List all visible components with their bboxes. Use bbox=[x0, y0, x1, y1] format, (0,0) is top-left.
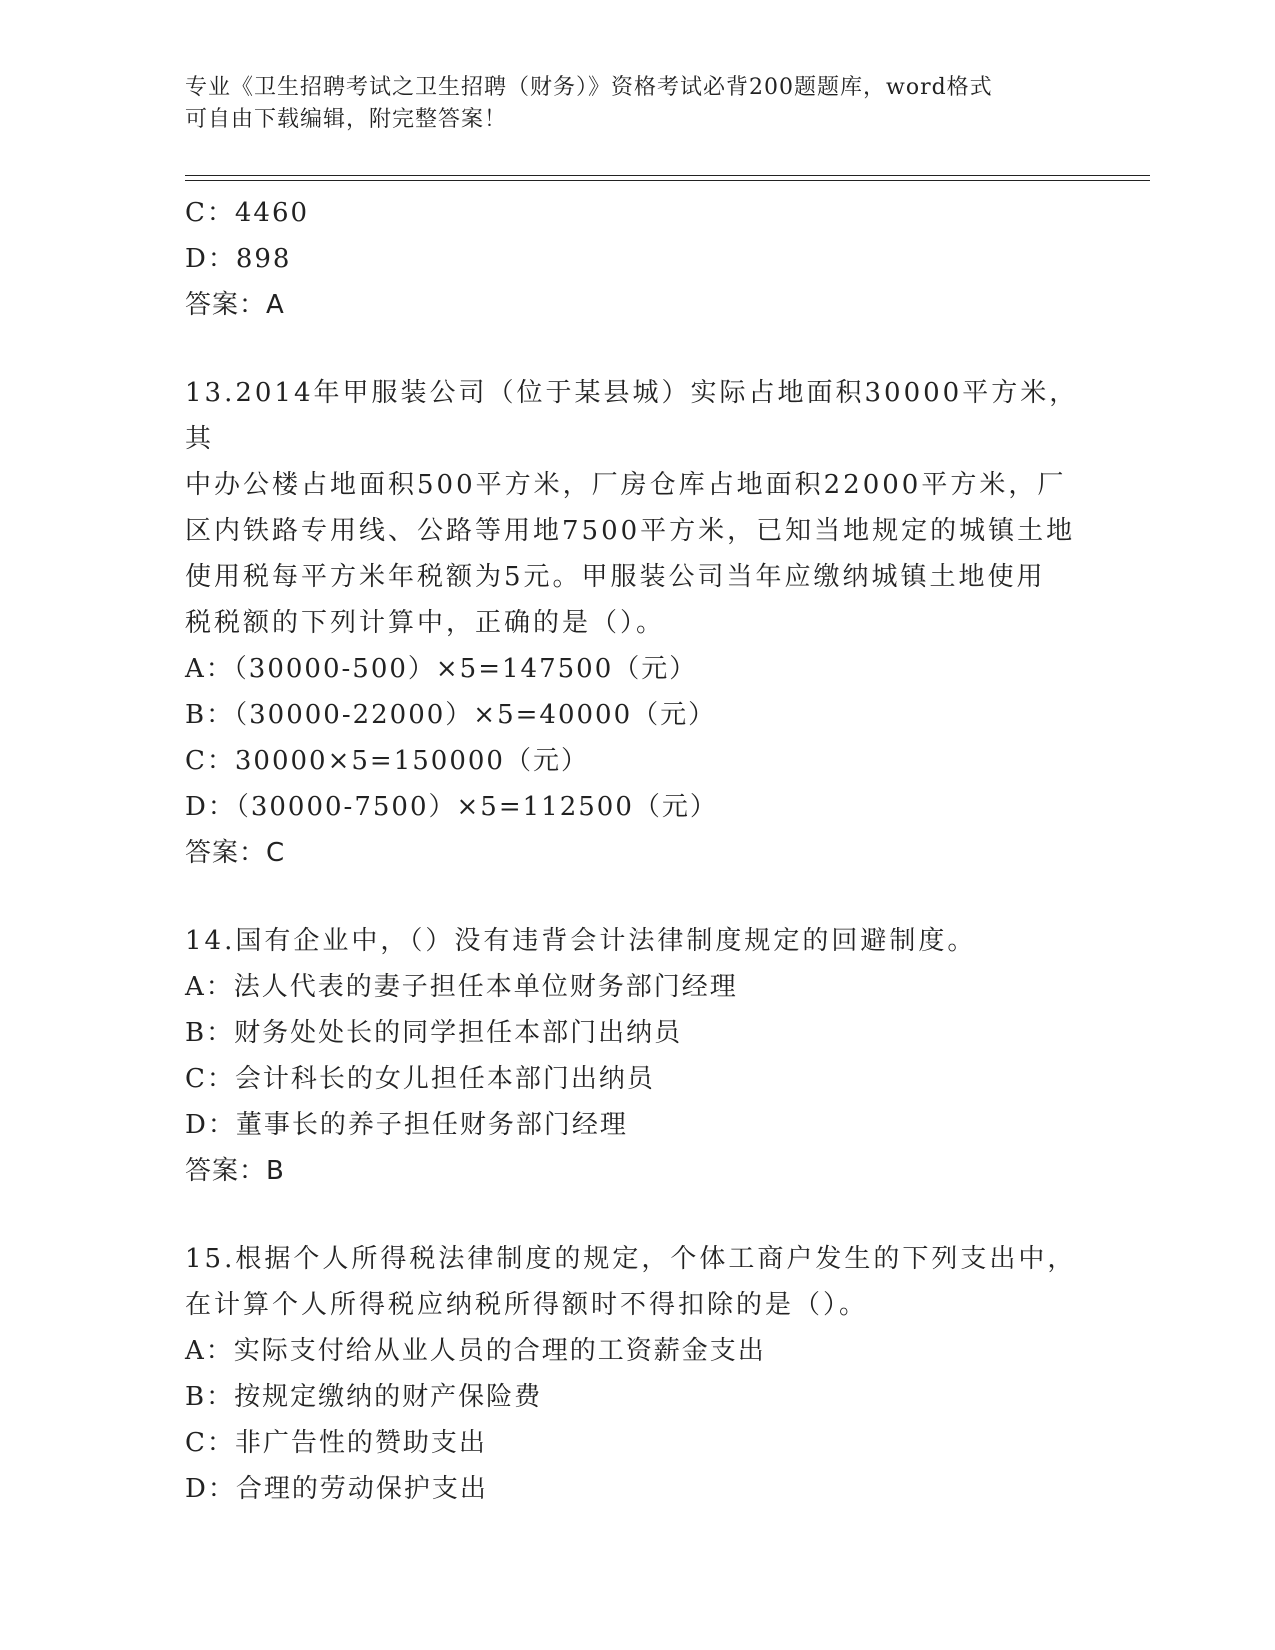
question-list bbox=[185, 190, 1085, 1512]
spacer bbox=[185, 1194, 1085, 1236]
header-divider-bottom bbox=[185, 180, 1150, 181]
header-divider-top bbox=[185, 175, 1150, 176]
question-stem-line: 在计算个人所得税应纳税所得额时不得扣除的是（）。 bbox=[185, 1290, 869, 1320]
option-d: D：合理的劳动保护支出 bbox=[185, 1474, 488, 1504]
option-a: A：（30000-500）×5=147500（元） bbox=[185, 654, 698, 684]
question-stem-line: 区内铁路专用线、公路等用地7500平方米，已知当地规定的城镇土地 bbox=[185, 516, 1076, 546]
header-title-line-2: 可自由下载编辑，附完整答案！ bbox=[185, 107, 508, 132]
question-14 bbox=[185, 918, 1085, 1194]
page-header bbox=[185, 72, 1065, 136]
option-a: A：法人代表的妻子担任本单位财务部门经理 bbox=[185, 972, 738, 1002]
option-d: D：（30000-7500）×5=112500（元） bbox=[185, 792, 718, 822]
question-stem-line: 税税额的下列计算中，正确的是（）。 bbox=[185, 608, 666, 638]
spacer bbox=[185, 876, 1085, 918]
question-stem-line: 13.2014年甲服装公司（位于某县城）实际占地面积30000平方米，其 bbox=[185, 378, 1079, 454]
question-stem-line: 中办公楼占地面积500平方米，厂房仓库占地面积22000平方米，厂 bbox=[185, 470, 1067, 500]
header-title-line-1: 专业《卫生招聘考试之卫生招聘（财务）》资格考试必背200题题库，word格式 bbox=[185, 75, 993, 100]
answer-label: 答案：A bbox=[185, 290, 285, 320]
spacer bbox=[185, 328, 1085, 370]
question-stem-line: 14.国有企业中，（）没有违背会计法律制度规定的回避制度。 bbox=[185, 926, 977, 956]
question-stem-line: 使用税每平方米年税额为5元。甲服装公司当年应缴纳城镇土地使用 bbox=[185, 562, 1046, 592]
option-c: C：30000×5=150000（元） bbox=[185, 746, 589, 776]
option-c: C：非广告性的赞助支出 bbox=[185, 1428, 487, 1458]
option-c: C：会计科长的女儿担任本部门出纳员 bbox=[185, 1064, 655, 1094]
question-15 bbox=[185, 1236, 1085, 1512]
answer-label: 答案：B bbox=[185, 1156, 285, 1186]
answer-label: 答案：C bbox=[185, 838, 286, 868]
option-c: C：4460 bbox=[185, 198, 310, 228]
option-d: D：董事长的养子担任财务部门经理 bbox=[185, 1110, 628, 1140]
question-stem-line: 15.根据个人所得税法律制度的规定，个体工商户发生的下列支出中， bbox=[185, 1244, 1077, 1274]
question-12 bbox=[185, 190, 1085, 328]
question-13 bbox=[185, 370, 1085, 876]
option-b: B：（30000-22000）×5=40000（元） bbox=[185, 700, 717, 730]
option-a: A：实际支付给从业人员的合理的工资薪金支出 bbox=[185, 1336, 766, 1366]
option-b: B：财务处处长的同学担任本部门出纳员 bbox=[185, 1018, 683, 1048]
option-d: D：898 bbox=[185, 244, 292, 274]
option-b: B：按规定缴纳的财产保险费 bbox=[185, 1382, 543, 1412]
